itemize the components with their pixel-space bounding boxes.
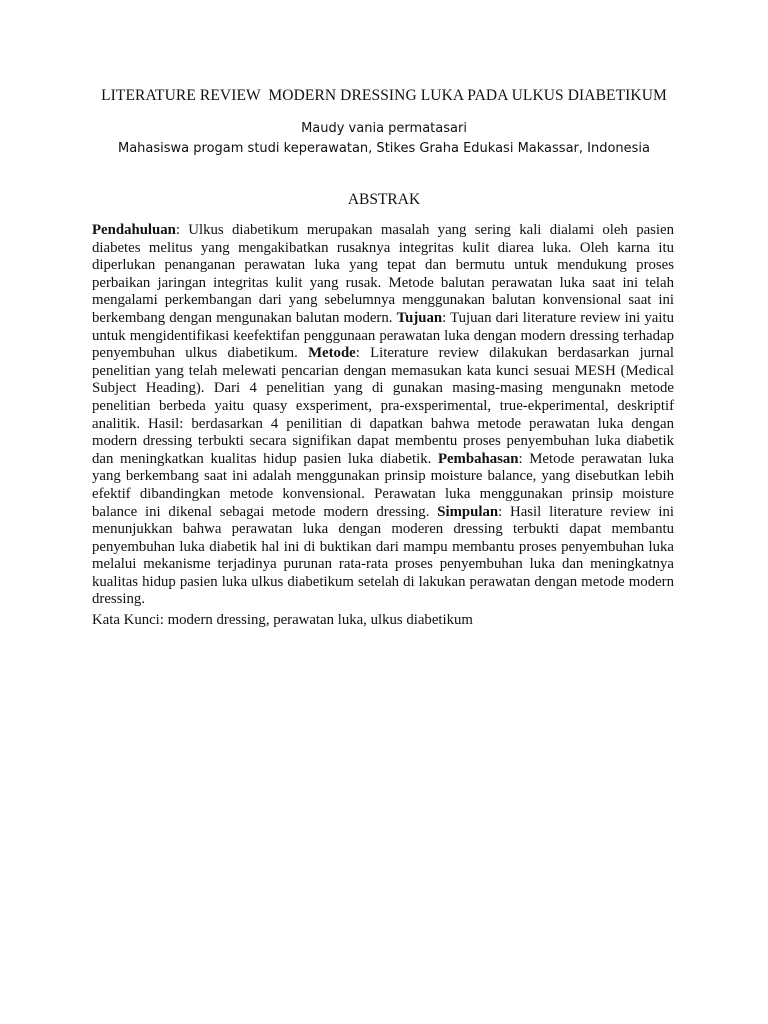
author-name: Maudy vania permatasari [301,121,467,136]
simpulan-text: : Hasil literature review ini menunjukkan bahwa perawatan luka dengan moderen dressing terbukti dapat membantu penyembuhan luka diabetik hal ini di buktikan dari mampu membantu proses penyembuhan luka melalui mekanisme terjadinya purunan rata-rata proses penyembuhan luka dan meningkatnya kualitas hidup pasien luka ulkus diabetikum setelah di lakukan perawatan dengan metode modern dressing. [92,503,675,608]
abstract-body [92,222,674,609]
tujuan-label: Tujuan [396,309,443,326]
tujuan-text: : Tujuan dari literature review ini yaitu untuk mengidentifikasi keefektifan penggunaan perawatan luka dengan modern dressing terhadap penyembuhan ulkus diabetikum. [92,309,674,362]
paper-title: LITERATURE REVIEW MODERN DRESSING LUKA PADA ULKUS DIABETIKUM [101,87,667,104]
pembahasan-label: Pembahasan [437,450,519,467]
pendahuluan-label: Pendahuluan [92,222,176,238]
keywords-line: Kata Kunci: modern dressing, perawatan luka, ulkus diabetikum [92,612,473,628]
metode-label: Metode [308,345,356,362]
author-affiliation: Mahasiswa progam studi keperawatan, Stikes Graha Edukasi Makassar, Indonesia [117,141,651,156]
pembahasan-text: : Metode perawatan luka yang berkembang saat ini adalah menggunakan prinsip moisture balance, yang disebutkan lebih efektif dibandingkan metode konvensional. Perawatan luka menggunakan prinsip moisture balance ini dikenal sebagai metode modern dressing. [92,450,674,520]
metode-text: : Literature review dilakukan berdasarkan jurnal penelitian yang telah melewati pencarian dengan memasukan kata kunci sesuai MESH (Medical Subject Heading). Dari 4 penelitian yang di gunakan masing-masing mengunakn metode penelitian berbeda yaitu quasy exsperiment, pra-exsperimental, true-ekperimental, deskriptif analitik. Hasil: berdasarkan 4 penilitian di dapatkan bahwa metode perawatan luka dengan modern dressing terbukti secara signifikan dapat membentu proses penyembuhan luka diabetik dan meningkatkan kualitas hidup pasien luka diabetik. [92,345,674,467]
abstract-heading: ABSTRAK [347,191,421,208]
pendahuluan-text: : Ulkus diabetikum merupakan masalah yang sering kali dialami oleh pasien diabetes melitus yang mengakibatkan rusaknya integritas kulit diarea luka. Oleh karna itu diperlukan penanganan perawatan luka yang tepat dan bermutu untuk mendukung proses perbaikan jaringan integritas kulit yang rusak. Metode balutan perawatan luka saat ini telah mengalami perkembangan dari yang sebelumnya menggunakan balutan konvensional saat ini berkembang dengan mengunakan balutan modern. [92,222,674,326]
simpulan-label: Simpulan [437,503,499,520]
